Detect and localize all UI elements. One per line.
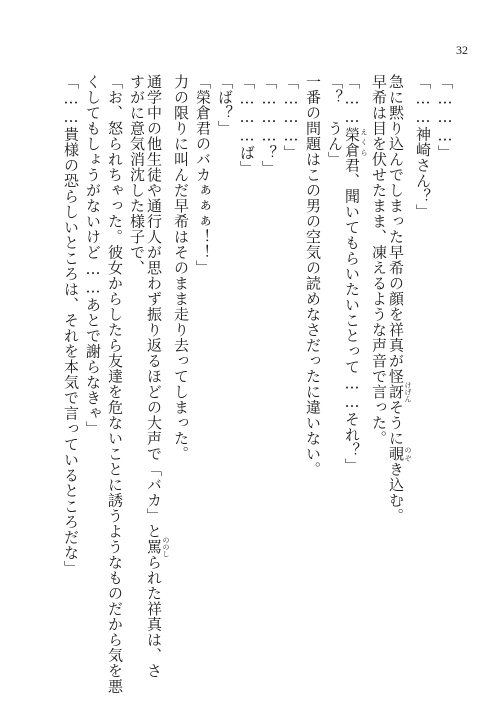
text-line: 「………？」 [260,74,278,176]
text-line: 「………」 [282,74,300,161]
text-line: 「榮倉君のバカぁぁぁ！！」 [194,74,212,276]
text-line: 「……神崎さん？」 [414,74,432,220]
page-number: 32 [456,43,468,57]
text-line: 「……貴様の恐らしいところは、それを本気で言っているところだな」 [62,74,80,576]
text-line: くしてもしょうがないけど……あとで謝らなきゃ」 [84,74,102,437]
ruby-eikura: えくら [360,126,368,158]
text-line: すがに意気消沈した様子で、 [128,74,146,276]
text-line: 「？ うん」 [326,74,344,167]
text-line: 一番の問題はこの男の空気の読めなさだったに違いない。 [304,74,322,477]
vertical-text-block [48,74,456,694]
text-line: 通学中の他生徒や通行人が思わず振り返るほどの大声で「バカ」と罵 ののしられた祥真は、さ [145,74,170,679]
ruby-nozoki: のぞ [404,446,412,462]
text-line: 力の限りに叫んだ早希はそのまま走り去ってしまった。 [172,74,190,462]
text-line: 「……榮倉 えくら君、聞いてもらいたいことって……それ？」 [343,74,368,474]
text-line: 「………」 [436,74,454,161]
ruby-nonoshi: ののし [162,536,170,558]
text-line: 「ば？」 [216,74,234,136]
text-line: 急に黙り込んでしまった早希の顔を祥真が怪訝 けげんそうに覗 のぞき込む。 [387,74,412,524]
ruby-kesen: けげん [404,381,412,403]
text-line: 「お、怒られちゃった。彼女からしたら友達を危ないことに誘うようなものだから気を悪 [106,74,124,694]
text-line: 「………ば」 [238,74,256,176]
text-line: 早希は目を伏せたまま、凍えるような声音で言った。 [370,74,388,446]
